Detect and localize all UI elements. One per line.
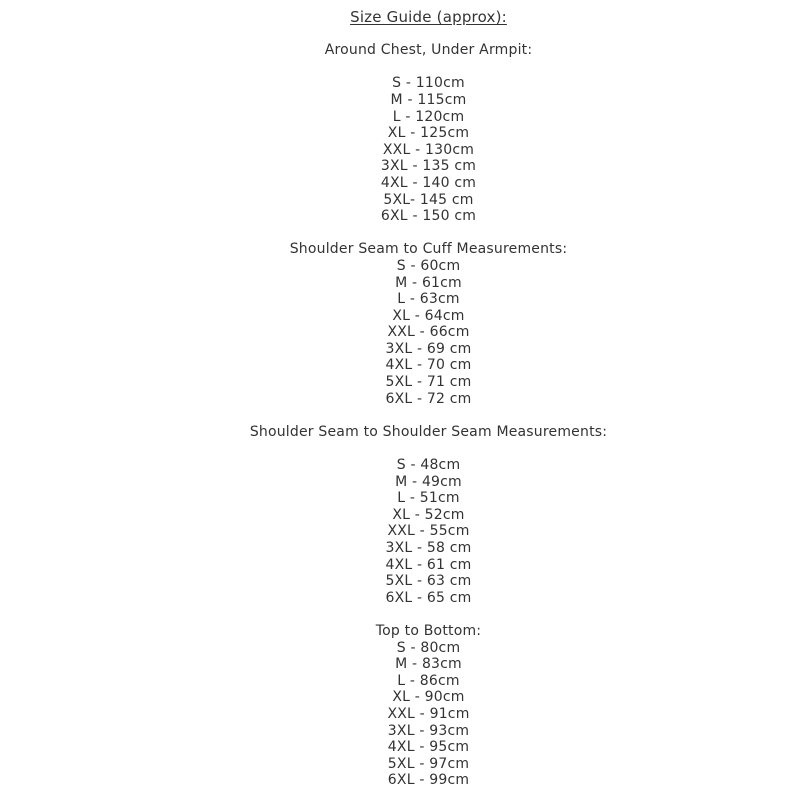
size-row: S - 60cm	[396, 257, 461, 274]
size-row: XL - 125cm	[387, 125, 470, 142]
size-row: 3XL - 69 cm	[385, 340, 472, 357]
size-row: 5XL - 71 cm	[385, 374, 472, 391]
size-row: 3XL - 135 cm	[380, 158, 477, 175]
section-heading: Around Chest, Under Armpit:	[324, 42, 533, 59]
size-row: L - 51cm	[397, 490, 460, 507]
size-row: XL - 90cm	[392, 689, 465, 706]
size-section	[57, 42, 800, 225]
size-row: 6XL - 99cm	[387, 772, 470, 789]
size-row: L - 63cm	[397, 291, 460, 308]
size-row: 4XL - 140 cm	[380, 174, 477, 191]
size-row: 4XL - 95cm	[387, 739, 470, 756]
section-heading: Shoulder Seam to Cuff Measurements:	[289, 241, 568, 258]
size-row: XXL - 91cm	[387, 705, 470, 722]
section-items	[57, 640, 800, 789]
size-row: M - 49cm	[395, 473, 462, 490]
size-row: 3XL - 58 cm	[385, 540, 472, 556]
section-items	[57, 457, 800, 606]
size-row: 5XL - 63 cm	[385, 573, 472, 590]
size-row: XL - 64cm	[392, 307, 465, 324]
size-row: 6XL - 150 cm	[380, 208, 477, 225]
size-row: 5XL - 97cm	[387, 755, 470, 772]
size-row: M - 83cm	[395, 656, 462, 673]
size-row: L - 120cm	[392, 108, 465, 125]
size-row: XL - 52cm	[392, 506, 465, 523]
size-row: S - 80cm	[396, 639, 461, 656]
section-items	[57, 258, 800, 407]
section-heading: Top to Bottom:	[375, 622, 482, 639]
size-guide-title: Size Guide (approx):	[350, 8, 507, 26]
section-heading: Shoulder Seam to Shoulder Seam Measurements:	[249, 423, 608, 440]
size-row: XXL - 55cm	[387, 523, 470, 540]
size-row: 3XL - 93cm	[387, 722, 470, 739]
size-row: 6XL - 72 cm	[385, 390, 472, 407]
size-row: 4XL - 70 cm	[385, 357, 472, 374]
size-row: L - 86cm	[397, 672, 460, 689]
size-row: XXL - 66cm	[387, 324, 470, 341]
size-row: XXL - 130cm	[382, 141, 475, 158]
size-row: M - 115cm	[390, 91, 467, 108]
size-sections	[57, 42, 800, 789]
size-section	[57, 241, 800, 407]
size-section	[57, 424, 800, 607]
section-items	[57, 75, 800, 224]
size-row: M - 61cm	[395, 274, 462, 291]
size-row: 6XL - 65 cm	[385, 589, 472, 606]
size-row: S - 48cm	[396, 457, 461, 474]
size-row: 4XL - 61 cm	[385, 556, 472, 573]
size-row: S - 110cm	[392, 75, 465, 92]
size-section	[57, 623, 800, 789]
size-row: 5XL- 145 cm	[383, 191, 474, 208]
